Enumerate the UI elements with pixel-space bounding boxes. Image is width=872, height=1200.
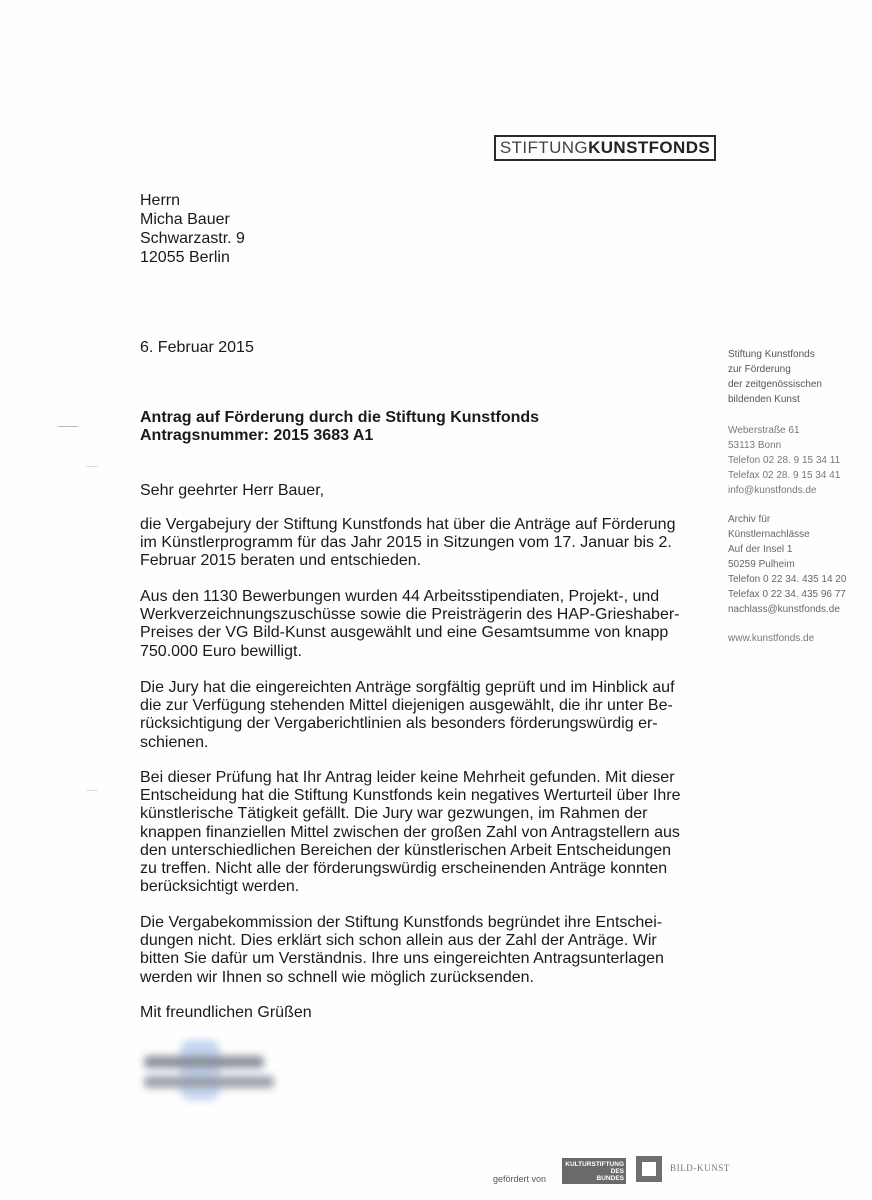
sidebar-email: info@kunstfonds.de [728, 485, 817, 496]
text-line: Die Jury hat die eingereichten Anträge sorgfältig geprüft und im Hinblick auf [140, 679, 675, 696]
paragraph-2 [140, 588, 680, 661]
redacted-name-line [144, 1056, 264, 1068]
text-line: knappen finanziellen Mittel zwischen der großen Zahl von Antragstellern aus [140, 823, 680, 841]
signature-stamp [180, 1040, 220, 1100]
sidebar-archiv-address [728, 512, 846, 617]
address-line: 12055 Berlin [140, 249, 230, 266]
subject-line: Antragsnummer: 2015 3683 A1 [140, 427, 374, 444]
sidebar-email: nachlass@kunstfonds.de [728, 604, 840, 615]
text-line: 750.000 Euro bewilligt. [140, 642, 302, 660]
kultur-line: BUNDES [596, 1175, 624, 1182]
kultur-line: DES [610, 1168, 624, 1175]
sidebar-line: Telefax 0 22 34. 435 96 77 [728, 589, 846, 600]
sidebar-line: bildenden Kunst [728, 394, 800, 405]
sidebar-line: Telefax 02 28. 9 15 34 41 [728, 470, 841, 481]
text-line: dungen nicht. Dies erklärt sich schon allein aus der Zahl der Anträge. Wir [140, 932, 657, 950]
text-line: berücksichtigt werden. [140, 878, 300, 896]
address-line: Herrn [140, 192, 181, 209]
paragraph-3 [140, 679, 675, 752]
text-line: Die Vergabekommission der Stiftung Kunstfonds begründet ihre Entschei- [140, 914, 663, 931]
letter-date: 6. Februar 2015 [140, 339, 254, 356]
closing-text: Mit freundlichen Grüßen [140, 1004, 312, 1021]
fold-mark [86, 466, 98, 467]
text-line: Entscheidung hat die Stiftung Kunstfonds kein negatives Werturteil über Ihre [140, 787, 681, 805]
kultur-line: KULTURSTIFTUNG [565, 1161, 624, 1168]
text-line: die zur Verfügung stehenden Mittel diejenigen ausgewählt, die ihr unter Be- [140, 697, 673, 715]
sidebar-line: Telefon 0 22 34. 435 14 20 [728, 574, 847, 585]
text-line: Bei dieser Prüfung hat Ihr Antrag leider keine Mehrheit gefunden. Mit dieser [140, 769, 675, 786]
redacted-signature [140, 1050, 280, 1098]
sidebar-line: Archiv für [728, 514, 771, 525]
text-line: den unterschiedlichen Bereichen der künstlerischen Arbeit Entscheidungen [140, 841, 672, 859]
text-line: künstlerische Tätigkeit gefällt. Die Jury war gezwungen, im Rahmen der [140, 805, 648, 823]
sidebar-line: Künstlernachlässe [728, 529, 810, 540]
sidebar-line: Stiftung Kunstfonds [728, 349, 815, 360]
text-line: bitten Sie dafür um Verständnis. Ihre uns eingereichten Antragsunterlagen [140, 950, 664, 968]
text-line: Februar 2015 beraten und entschieden. [140, 552, 422, 570]
sidebar-line: Telefon 02 28. 9 15 34 11 [728, 455, 841, 466]
sidebar-bonn-address [728, 423, 840, 498]
redacted-title-line [144, 1076, 274, 1088]
bild-kunst-logo-square [636, 1156, 662, 1182]
bild-kunst-logo-text: BILD-KUNST [670, 1163, 730, 1173]
paragraph-4 [140, 769, 681, 896]
address-line: Micha Bauer [140, 211, 230, 228]
closing [140, 1004, 670, 1022]
text-line: werden wir Ihnen so schnell wie möglich zurücksenden. [140, 968, 534, 986]
text-line: schienen. [140, 733, 209, 751]
recipient-address [140, 191, 245, 267]
fold-mark [86, 790, 98, 791]
address-line: Schwarzastr. 9 [140, 230, 245, 247]
sidebar-line: der zeitgenössischen [728, 379, 822, 390]
paragraph-1 [140, 516, 676, 571]
logo-part1: STIFTUNG [499, 138, 589, 157]
sidebar-line: 50259 Pulheim [728, 559, 795, 570]
logo-part2: KUNSTFONDS [588, 138, 711, 157]
text-line: rücksichtigung der Vergaberichtlinien als besonders förderungswürdig er- [140, 715, 658, 733]
text-line: Aus den 1130 Bewerbungen wurden 44 Arbeitsstipendiaten, Projekt-, und [140, 588, 660, 605]
footer-funded-by: gefördert von [493, 1174, 547, 1184]
website-link: www.kunstfonds.de [728, 633, 815, 644]
sidebar-line: zur Förderung [728, 364, 791, 375]
kulturstiftung-logo [562, 1158, 626, 1184]
text-line: die Vergabejury der Stiftung Kunstfonds hat über die Anträge auf Förderung [140, 516, 676, 533]
sidebar-organization [728, 347, 822, 407]
text-line: im Künstlerprogramm für das Jahr 2015 in Sitzungen vom 17. Januar bis 2. [140, 534, 672, 552]
salutation-text: Sehr geehrter Herr Bauer, [140, 482, 325, 499]
text-line: Werkverzeichnungszuschüsse sowie die Preisträgerin des HAP-Grieshaber- [140, 606, 680, 624]
text-line: Preises der VG Bild-Kunst ausgewählt und eine Gesamtsumme von knapp [140, 624, 669, 642]
sidebar-line: Auf der Insel 1 [728, 544, 793, 555]
subject-line: Antrag auf Förderung durch die Stiftung Kunstfonds [140, 409, 540, 426]
text-line: zu treffen. Nicht alle der förderungswürdig erscheinenden Anträge konnten [140, 860, 668, 878]
letter-subject [140, 409, 539, 445]
fold-mark [58, 426, 78, 427]
stiftung-kunstfonds-logo [494, 135, 716, 161]
sidebar-line: Weberstraße 61 [728, 425, 800, 436]
sidebar-website [728, 631, 814, 646]
sidebar-line: 53113 Bonn [728, 440, 782, 451]
paragraph-5 [140, 914, 670, 987]
salutation [140, 482, 670, 500]
